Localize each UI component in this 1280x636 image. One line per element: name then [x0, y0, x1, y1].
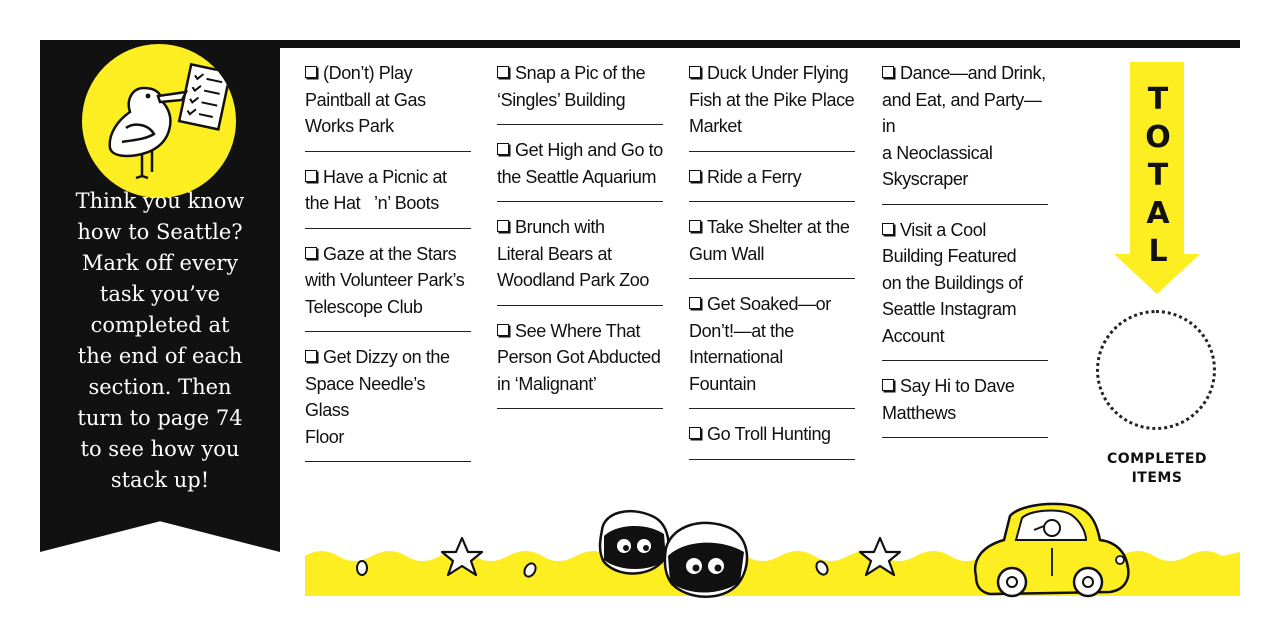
item-line: in ‘Malignant’: [497, 373, 597, 394]
checklist-item[interactable]: [497, 214, 663, 306]
droplet-icon: [357, 561, 367, 575]
intro-line: turn to page 74: [77, 406, 243, 430]
checkbox-icon[interactable]: [497, 324, 509, 336]
checkbox-icon[interactable]: [305, 350, 317, 362]
checklist-item[interactable]: [689, 421, 855, 460]
item-line: [689, 421, 855, 448]
item-line: Skyscraper: [882, 169, 969, 189]
clam-icon: [665, 523, 747, 597]
checkbox-icon[interactable]: [689, 66, 701, 78]
checklist-item[interactable]: [305, 164, 471, 229]
starfish-icon: [442, 538, 482, 575]
intro-line: to see how you: [80, 437, 240, 461]
checklist-item[interactable]: [497, 137, 663, 202]
checkbox-icon[interactable]: [305, 247, 317, 259]
checkbox-icon[interactable]: [882, 223, 894, 235]
checklist-column-4: [882, 60, 1048, 450]
intro-line: task you’ve: [99, 282, 221, 306]
car-icon: [975, 504, 1128, 596]
checklist-item[interactable]: [882, 60, 1048, 205]
checklist-column-1: [305, 60, 471, 474]
item-line: Matthews: [882, 402, 956, 423]
item-text: Go Troll Hunting: [707, 424, 831, 444]
item-line: Account: [882, 325, 945, 346]
checkbox-icon[interactable]: [305, 170, 317, 182]
checkbox-icon[interactable]: [497, 220, 509, 232]
item-line: Building Featured: [882, 246, 1017, 266]
item-text: Take Shelter at the: [707, 217, 850, 237]
intro-line: stack up!: [110, 468, 210, 492]
checkbox-icon[interactable]: [689, 297, 701, 309]
item-line: [497, 214, 663, 241]
checkbox-icon[interactable]: [497, 66, 509, 78]
item-line: Fountain: [689, 373, 756, 394]
item-line: Woodland Park Zoo: [497, 270, 649, 290]
item-text: Dance—and Drink,: [900, 63, 1046, 83]
completed-line: ITEMS: [1131, 470, 1183, 486]
item-line: [305, 344, 471, 371]
clam-icon: [600, 511, 668, 573]
checklist-item[interactable]: [689, 291, 855, 409]
item-line: [689, 214, 855, 241]
item-text: Get Dizzy on the: [323, 347, 450, 367]
item-line: a Neoclassical: [882, 142, 993, 163]
intro-line: section. Then: [88, 375, 232, 399]
item-text: Say Hi to Dave: [900, 376, 1015, 396]
checkbox-icon[interactable]: [689, 170, 701, 182]
item-text: Get Soaked—or: [707, 294, 831, 314]
checklist-column-3: [689, 60, 855, 472]
intro-text: [52, 186, 268, 496]
checklist-item[interactable]: [305, 60, 471, 152]
intro-line: Mark off every: [81, 251, 239, 275]
item-line: and Eat, and Party—in: [882, 89, 1042, 136]
checkbox-icon[interactable]: [305, 66, 317, 78]
checkbox-icon[interactable]: [882, 66, 894, 78]
item-line: [689, 291, 855, 318]
item-line: Fish at the Pike Place: [689, 89, 855, 110]
item-line: Telescope Club: [305, 296, 423, 317]
total-letter: T: [1147, 158, 1169, 193]
completed-line: COMPLETED: [1106, 451, 1208, 467]
item-line: Seattle Instagram: [882, 299, 1017, 319]
item-text: Gaze at the Stars: [323, 243, 457, 264]
completed-items-label: [1096, 450, 1218, 488]
item-line: the Hat ’n’ Boots: [305, 193, 439, 213]
checklist-item[interactable]: [305, 344, 471, 462]
intro-line: the end of each: [77, 344, 243, 368]
total-count-circle[interactable]: [1096, 310, 1216, 430]
total-letter: O: [1145, 120, 1171, 155]
item-text: (Don’t) Play: [323, 63, 413, 83]
item-line: Works Park: [305, 116, 394, 136]
item-line: Literal Bears at: [497, 243, 612, 264]
checklist-item[interactable]: [882, 217, 1048, 362]
item-line: International: [689, 347, 783, 367]
checklist-item[interactable]: [305, 241, 471, 333]
item-line: Floor: [305, 426, 345, 447]
item-line: [689, 164, 855, 191]
item-line: [689, 60, 855, 87]
seagull-badge: [82, 44, 236, 198]
seagull-icon: [82, 44, 236, 198]
item-text: Ride a Ferry: [707, 166, 802, 187]
item-line: [882, 60, 1048, 87]
item-text: Duck Under Flying: [707, 63, 849, 83]
item-line: Don’t!—at the: [689, 320, 794, 341]
item-line: [882, 217, 1048, 244]
item-text: Snap a Pic of the: [515, 63, 646, 83]
item-line: [497, 137, 663, 164]
total-letter: T: [1147, 82, 1169, 117]
total-letter: L: [1148, 234, 1168, 269]
item-text: Get High and Go to: [515, 140, 663, 160]
checklist-item[interactable]: [497, 318, 663, 410]
checklist-item[interactable]: [689, 214, 855, 279]
checkbox-icon[interactable]: [689, 427, 701, 439]
intro-line: completed at: [90, 313, 230, 337]
item-text: Visit a Cool: [900, 219, 986, 240]
total-letter: A: [1146, 196, 1170, 231]
item-line: [497, 60, 663, 87]
item-text: See Where That: [515, 320, 641, 341]
starfish-icon: [860, 538, 900, 575]
item-line: Person Got Abducted: [497, 347, 661, 367]
checkbox-icon[interactable]: [882, 379, 894, 391]
checklist-item[interactable]: [689, 164, 855, 203]
item-line: Gum Wall: [689, 243, 765, 264]
intro-line: how to Seattle?: [77, 220, 243, 244]
item-line: Paintball at Gas: [305, 89, 426, 110]
item-line: on the Buildings of: [882, 272, 1023, 293]
checkbox-icon[interactable]: [689, 220, 701, 232]
checklist-item[interactable]: [497, 60, 663, 125]
droplet-icon: [522, 561, 538, 578]
item-line: with Volunteer Park’s: [305, 270, 465, 290]
item-line: Space Needle’s Glass: [305, 373, 426, 420]
item-text: Brunch with: [515, 217, 605, 237]
item-line: [497, 318, 663, 345]
wave-icon: [305, 551, 1240, 596]
item-line: [305, 241, 471, 268]
item-line: [305, 164, 471, 191]
intro-line: Think you know: [75, 189, 245, 213]
item-line: [305, 60, 471, 87]
item-line: [882, 373, 1048, 400]
checklist-column-2: [497, 60, 663, 421]
item-line: ‘Singles’ Building: [497, 89, 626, 110]
item-line: the Seattle Aquarium: [497, 166, 657, 187]
checkbox-icon[interactable]: [497, 143, 509, 155]
checklist-item[interactable]: [689, 60, 855, 152]
droplet-icon: [814, 559, 830, 576]
item-line: Market: [689, 116, 742, 136]
item-text: Have a Picnic at: [323, 166, 447, 187]
checklist-item[interactable]: [882, 373, 1048, 438]
